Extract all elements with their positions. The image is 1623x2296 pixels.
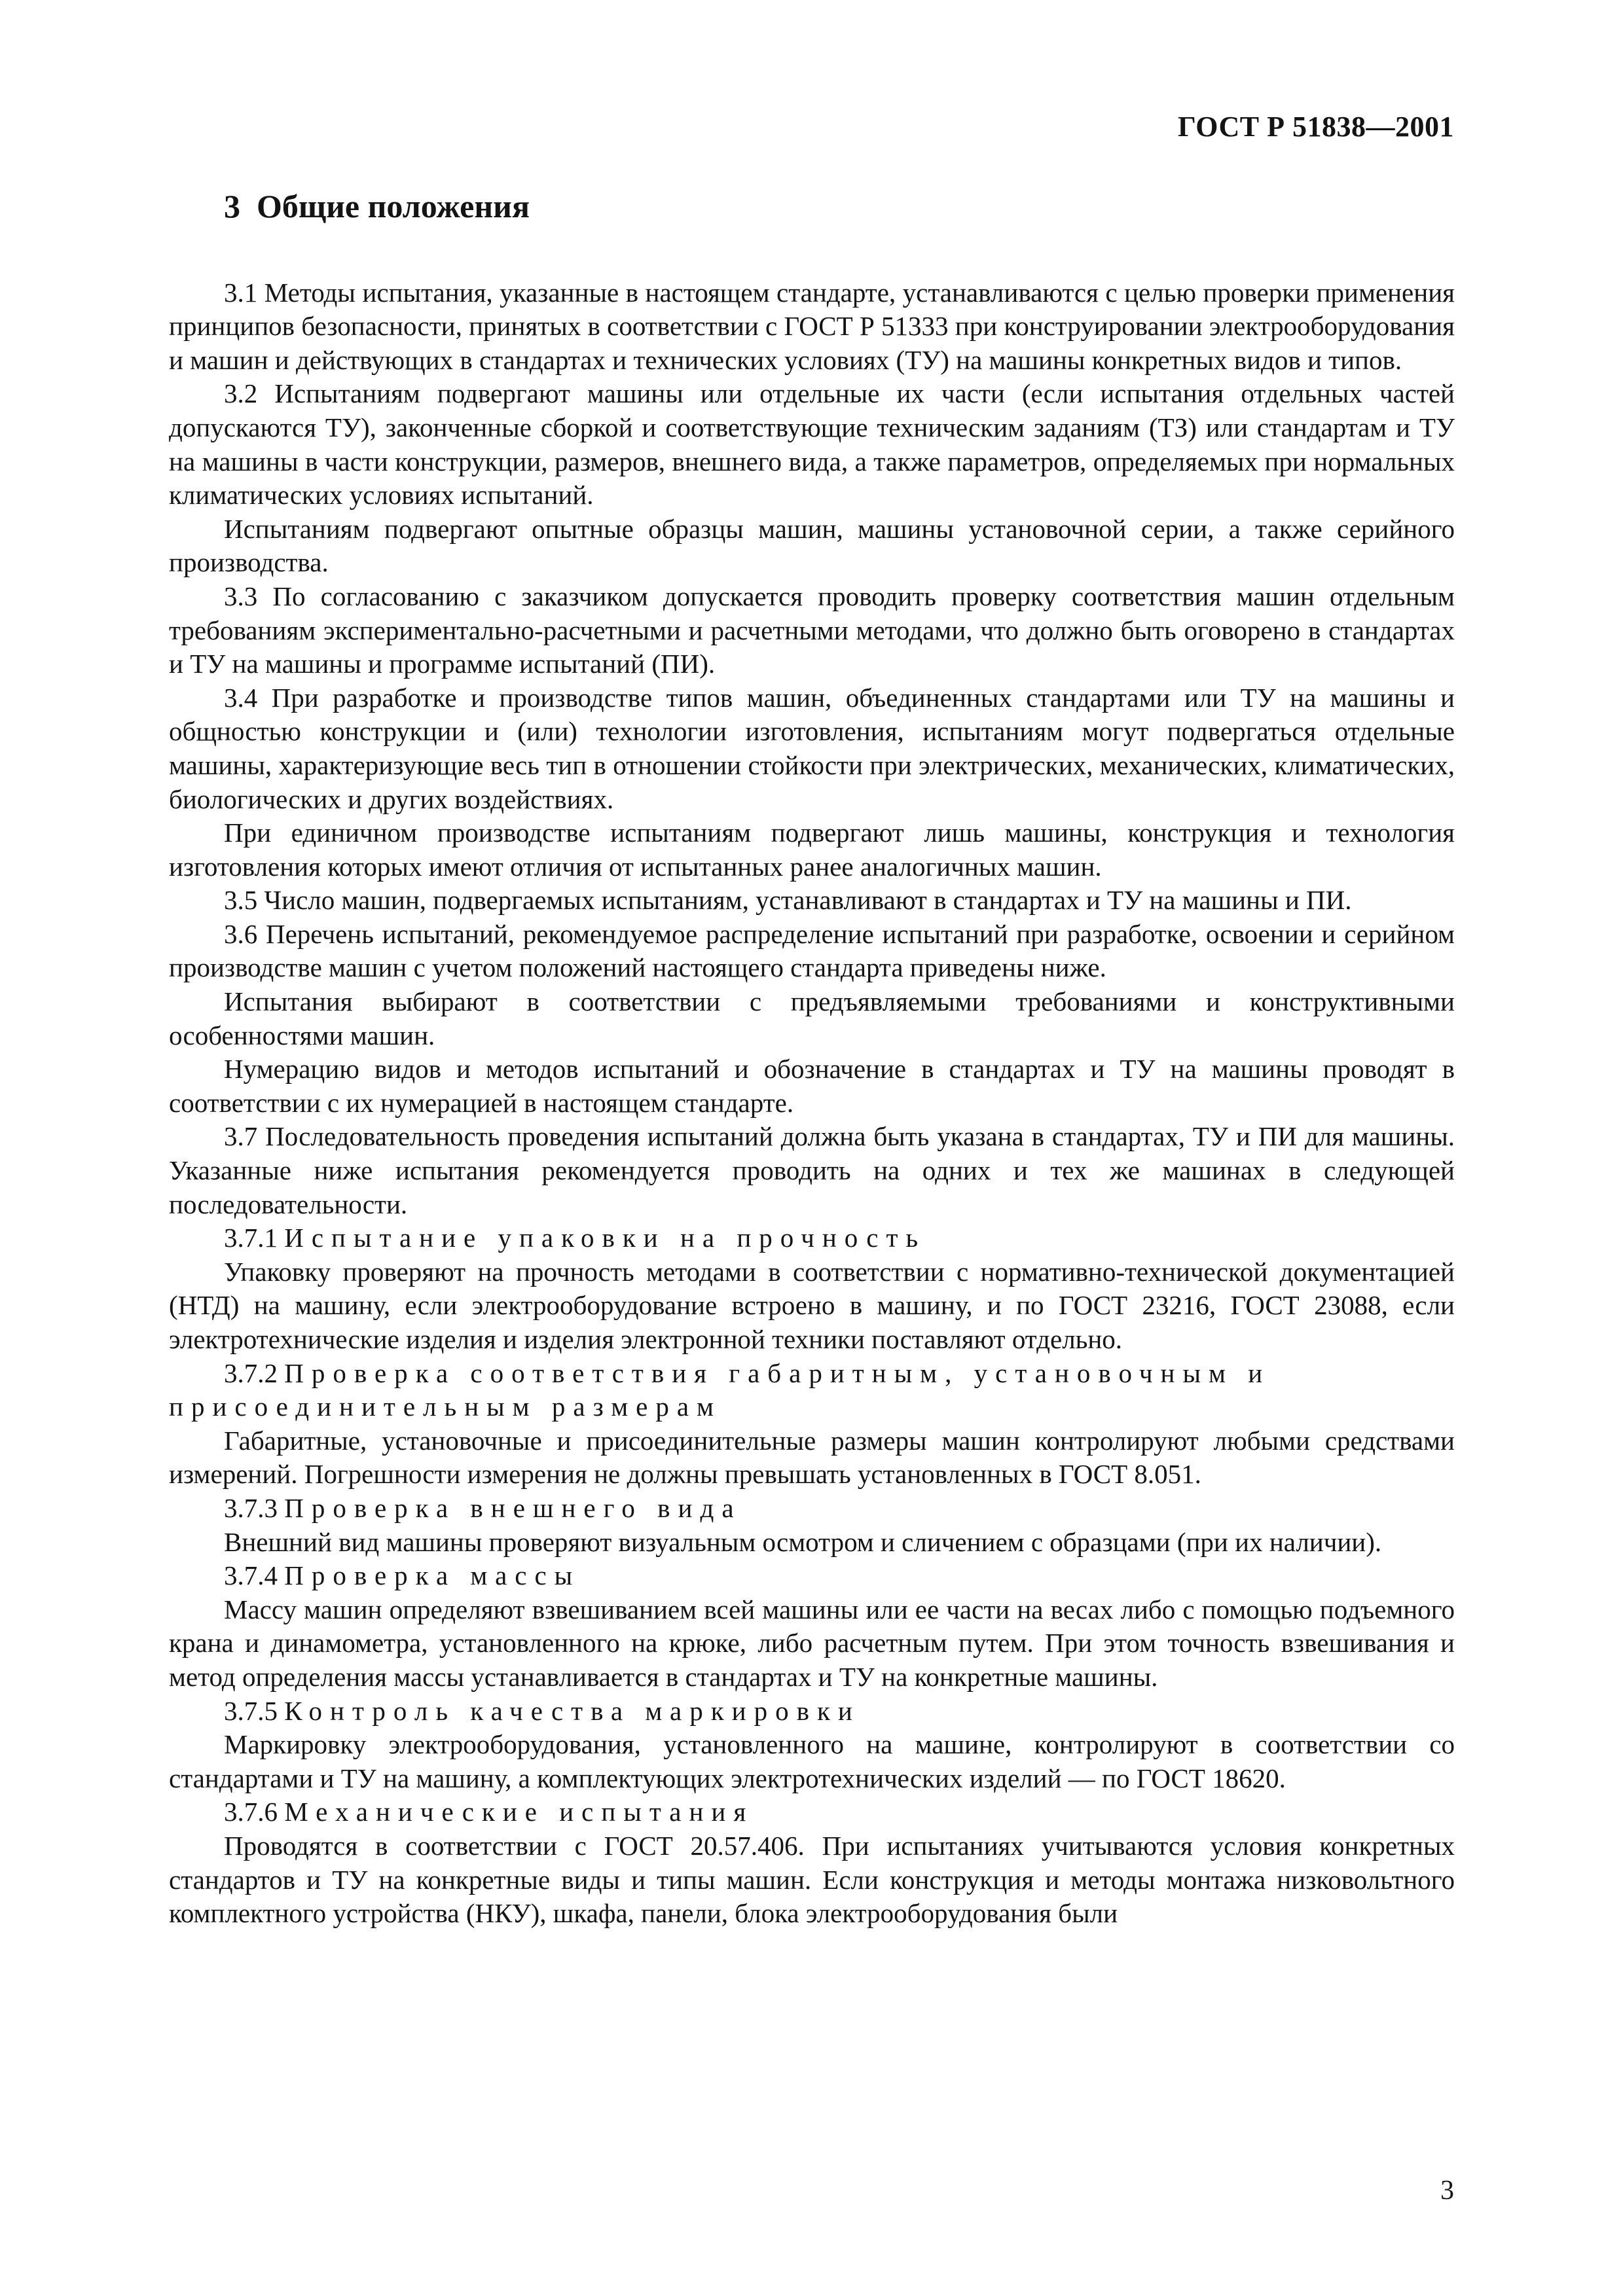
subsection-number: 3.7.6 xyxy=(224,1797,278,1827)
subsection-number: 3.7.3 xyxy=(224,1492,278,1523)
section-heading xyxy=(224,190,1455,224)
subsection-text: Массу машин определяют взвешиванием всей машины или ее части на весах либо с помощью подъемного крана и динамометра, установленного на крюке, либо расчетным путем. При этом точность взвешивания и метод определения массы устанавливается в стандартах и ТУ на конкретные машины. xyxy=(169,1594,1455,1692)
paragraph: 3.7 Последовательность проведения испытаний должна быть указана в стандартах, ТУ и ПИ для машины. Указанные ниже испытания рекомендуется проводить на одних и тех же машинах в следующей последовательности. xyxy=(169,1121,1455,1219)
subsection-title: Контроль качества маркировки xyxy=(284,1695,860,1726)
subsection-text: Маркировку электрооборудования, установленного на машине, контролируют в соответствии со стандартами и ТУ на машину, а комплектующих электротехнических изделий — по ГОСТ 18620. xyxy=(169,1729,1455,1793)
paragraph: При единичном производстве испытаниям подвергают лишь машины, конструкция и технология изготовления которых имеют отличия от испытанных ранее аналогичных машин. xyxy=(169,817,1455,882)
subsection-text: Габаритные, установочные и присоединительные размеры машин контролируют любыми средствами измерений. Погрешности измерения не должны превышать установленных в ГОСТ 8.051. xyxy=(169,1425,1455,1490)
subsection-number: 3.7.2 xyxy=(224,1357,278,1388)
section-number: 3 xyxy=(224,188,240,224)
paragraph: Нумерацию видов и методов испытаний и обозначение в стандартах и ТУ на машины проводят в соответствии с их нумерацией в настоящем стандарте. xyxy=(169,1054,1455,1118)
subsection-text: Внешний вид машины проверяют визуальным осмотром и сличением с образцами (при их наличии). xyxy=(224,1526,1382,1557)
subsection-title: Механические испытания xyxy=(284,1797,754,1827)
subsection-number: 3.7.1 xyxy=(224,1223,278,1253)
subsection-heading xyxy=(169,1795,1455,1829)
page-number: 3 xyxy=(1440,2176,1454,2206)
paragraph: Испытаниям подвергают опытные образцы машин, машины установочной серии, а также серийного производства. xyxy=(169,513,1455,578)
subsection-heading xyxy=(169,1221,1455,1255)
paragraph: 3.4 При разработке и производстве типов машин, объединенных стандартами или ТУ на машины и общностью конструкции и (или) технологии изготовления, испытаниям могут подвергаться отдельные машины, характеризующие весь тип в отношении стойкости при электрических, механических, климатических, биологических и других воздействиях. xyxy=(169,682,1455,814)
paragraph: 3.6 Перечень испытаний, рекомендуемое распределение испытаний при разработке, освоении и серийном производстве машин с учетом положений настоящего стандарта приведены ниже. xyxy=(169,918,1455,983)
section-title: Общие положения xyxy=(257,188,530,224)
page-content xyxy=(169,190,1455,1931)
subsection-heading xyxy=(169,1695,1455,1729)
paragraph: 3.1 Методы испытания, указанные в настоящем стандарте, устанавливаются с целью проверки применения принципов безопасности, принятых в соответствии с ГОСТ Р 51333 при конструировании электрооборудования и машин и действующих в стандартах и технических условиях (ТУ) на машины конкретных видов и типов. xyxy=(169,277,1455,375)
paragraph: 3.3 По согласованию с заказчиком допускается проводить проверку соответствия машин отдельным требованиям экспериментально-расчетными и расчетными методами, что должно быть оговорено в стандартах и ТУ на машины и программе испытаний (ПИ). xyxy=(169,581,1455,679)
subsection-title: Проверка массы xyxy=(284,1560,581,1591)
subsection-heading xyxy=(169,1357,1455,1424)
subsection-title: Проверка соответствия габаритным, установочным и присоединительным размерам xyxy=(169,1357,1271,1422)
paragraph: Испытания выбирают в соответствии с предъявляемыми требованиями и конструктивными особенностями машин. xyxy=(169,986,1455,1050)
paragraph: 3.2 Испытаниям подвергают машины или отдельные их части (если испытания отдельных частей допускаются ТУ), законченные сборкой и соответствующие техническим заданиям (ТЗ) или стандартам и ТУ на машины в части конструкции, размеров, внешнего вида, а также параметров, определяемых при нормальных климатических условиях испытаний. xyxy=(169,378,1455,511)
subsection-text: Упаковку проверяют на прочность методами в соответствии с нормативно-технической документацией (НТД) на машину, если электрооборудование встроено в машину, и по ГОСТ 23216, ГОСТ 23088, если электротехнические изделия и изделия электронной техники поставляют отдельно. xyxy=(169,1256,1455,1354)
document-id-header: ГОСТ Р 51838—2001 xyxy=(1177,111,1454,143)
subsection-number: 3.7.4 xyxy=(224,1560,278,1591)
subsection-heading xyxy=(169,1492,1455,1526)
paragraph: 3.5 Число машин, подвергаемых испытаниям, устанавливают в стандартах и ТУ на машины и ПИ. xyxy=(224,885,1352,916)
subsection-text: Проводятся в соответствии с ГОСТ 20.57.406. При испытаниях учитываются условия конкретных стандартов и ТУ на конкретные виды и типы машин. Если конструкция и методы монтажа низковольтного комплектного устройства (НКУ), шкафа, панели, блока электрооборудования были xyxy=(169,1830,1455,1929)
subsection-title: Испытание упаковки на прочность xyxy=(284,1223,926,1253)
subsection-number: 3.7.5 xyxy=(224,1695,278,1726)
subsection-title: Проверка внешнего вида xyxy=(284,1492,742,1523)
subsection-heading xyxy=(169,1559,1455,1593)
